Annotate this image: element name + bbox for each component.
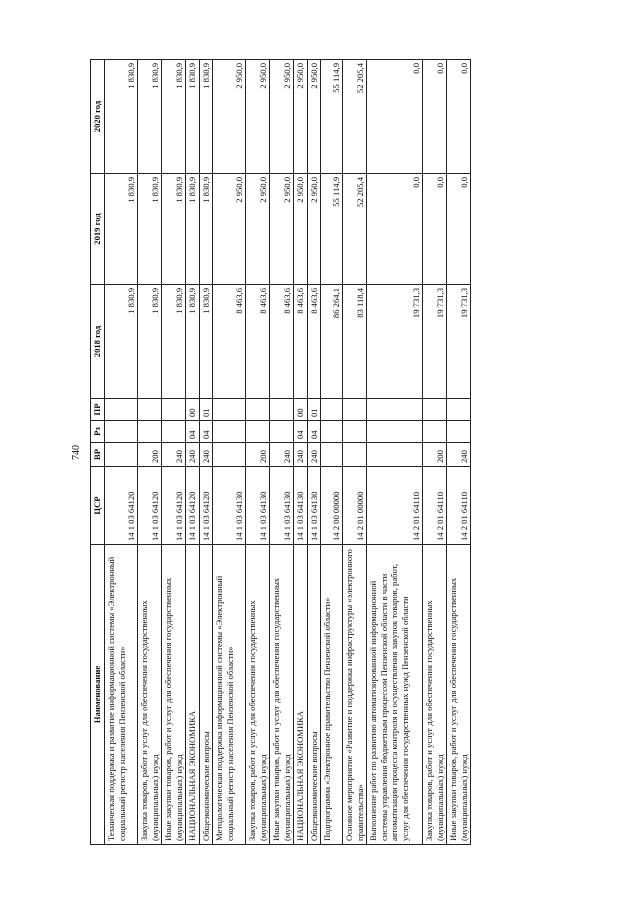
row-name: Закупка товаров, работ и услуг для обеспечения государственных (муниципальных) нужд [138, 545, 162, 845]
row-name: Иные закупки товаров, работ и услуг для обеспечения государственных (муниципальных) нужд [162, 545, 186, 845]
budget-table [90, 59, 471, 845]
row-2020: 1 830,9 [162, 60, 186, 174]
row-csr: 14 2 00 00000 [321, 467, 343, 545]
row-pr [138, 399, 162, 421]
row-name: Техническая поддержка и развитие информационной системы «Электронный социальный регистр населения Пензенской области» [105, 545, 138, 845]
row-2018: 19 731,3 [447, 285, 471, 399]
row-2019: 1 830,9 [199, 174, 213, 285]
row-2019: 55 114,9 [321, 174, 343, 285]
row-2018: 8 463,6 [246, 285, 270, 399]
row-name: Иные закупки товаров, работ и услуг для обеспечения государственных (муниципальных) нужд [270, 545, 294, 845]
row-2019: 1 830,9 [186, 174, 200, 285]
header-vr: ВР [91, 443, 105, 467]
header-pr: ПР [91, 399, 105, 421]
row-2019: 2 950,0 [246, 174, 270, 285]
table-row [343, 60, 367, 845]
table-row [423, 60, 447, 845]
row-vr: 240 [294, 443, 308, 467]
row-2019: 52 205,4 [343, 174, 367, 285]
row-vr [213, 443, 246, 467]
row-pr [367, 399, 423, 421]
row-rz: 04 [307, 421, 321, 443]
row-vr [367, 443, 423, 467]
row-csr: 14 1 03 64120 [105, 467, 138, 545]
row-rz [213, 421, 246, 443]
row-vr: 240 [447, 443, 471, 467]
row-vr [321, 443, 343, 467]
table-row [294, 60, 308, 845]
header-rz: Рз [91, 421, 105, 443]
header-name: Наименование [91, 545, 105, 845]
row-2019: 2 950,0 [307, 174, 321, 285]
row-name: Иные закупки товаров, работ и услуг для обеспечения государственных (муниципальных) нужд [447, 545, 471, 845]
row-csr: 14 1 03 64130 [294, 467, 308, 545]
table-wrapper [90, 60, 560, 845]
row-2019: 1 830,9 [105, 174, 138, 285]
row-2018: 19 731,3 [367, 285, 423, 399]
row-2018: 8 463,6 [294, 285, 308, 399]
table-row [270, 60, 294, 845]
row-csr: 14 2 01 64110 [423, 467, 447, 545]
row-2018: 1 830,9 [105, 285, 138, 399]
row-2019: 1 830,9 [138, 174, 162, 285]
row-name: НАЦИОНАЛЬНАЯ ЭКОНОМИКА [186, 545, 200, 845]
row-pr: 00 [186, 399, 200, 421]
row-rz [447, 421, 471, 443]
row-2020: 0,0 [367, 60, 423, 174]
row-pr: 00 [294, 399, 308, 421]
row-2020: 2 950,0 [294, 60, 308, 174]
row-name: Общеэкономические вопросы [199, 545, 213, 845]
page-number-text: 740 [70, 445, 82, 460]
row-vr: 240 [307, 443, 321, 467]
row-rz [138, 421, 162, 443]
row-pr: 01 [199, 399, 213, 421]
row-2020: 2 950,0 [307, 60, 321, 174]
row-pr [270, 399, 294, 421]
row-2018: 8 463,6 [307, 285, 321, 399]
row-csr: 14 1 03 64130 [307, 467, 321, 545]
row-2020: 1 830,9 [105, 60, 138, 174]
row-rz [423, 421, 447, 443]
row-2020: 2 950,0 [246, 60, 270, 174]
table-row [186, 60, 200, 845]
row-rz [246, 421, 270, 443]
row-2019: 1 830,9 [162, 174, 186, 285]
row-rz: 04 [199, 421, 213, 443]
row-vr: 240 [162, 443, 186, 467]
row-rz [343, 421, 367, 443]
row-2020: 1 830,9 [186, 60, 200, 174]
row-2018: 19 731,3 [423, 285, 447, 399]
row-vr: 240 [199, 443, 213, 467]
row-2020: 0,0 [423, 60, 447, 174]
row-csr: 14 1 03 64120 [138, 467, 162, 545]
row-rz: 04 [186, 421, 200, 443]
row-rz [321, 421, 343, 443]
row-pr [162, 399, 186, 421]
row-name: Методологическая поддержка информационной системы «Электронный социальный регистр населения Пензенской области» [213, 545, 246, 845]
row-csr: 14 1 03 64120 [199, 467, 213, 545]
row-2020: 52 205,4 [343, 60, 367, 174]
row-csr: 14 1 03 64120 [186, 467, 200, 545]
header-2018: 2018 год [91, 285, 105, 399]
row-pr [246, 399, 270, 421]
row-2018: 86 264,1 [321, 285, 343, 399]
row-pr: 01 [307, 399, 321, 421]
header-2020: 2020 год [91, 60, 105, 174]
row-name: Общеэкономические вопросы [307, 545, 321, 845]
table-row [307, 60, 321, 845]
row-pr [423, 399, 447, 421]
row-rz: 04 [294, 421, 308, 443]
row-csr: 14 1 03 64130 [270, 467, 294, 545]
row-pr [447, 399, 471, 421]
row-2019: 2 950,0 [213, 174, 246, 285]
row-2018: 83 118,4 [343, 285, 367, 399]
row-name: Подпрограмма «Электронное правительство Пензенской области» [321, 545, 343, 845]
row-2018: 1 830,9 [199, 285, 213, 399]
row-name: НАЦИОНАЛЬНАЯ ЭКОНОМИКА [294, 545, 308, 845]
row-csr: 14 2 01 00000 [343, 467, 367, 545]
row-vr [105, 443, 138, 467]
row-2018: 1 830,9 [138, 285, 162, 399]
row-pr [321, 399, 343, 421]
page-number [70, 6, 82, 899]
row-2020: 2 950,0 [270, 60, 294, 174]
row-rz [367, 421, 423, 443]
row-name: Выполнение работ по развитию автоматизированной информационной системы управления бюджетным процессом Пензенской области в части автоматизации процесса контроля и осуществления закупок товаров, работ, услуг для обеспечения государственных нужд Пензенской области [367, 545, 423, 845]
table-row [199, 60, 213, 845]
row-2018: 1 830,9 [162, 285, 186, 399]
row-vr: 240 [186, 443, 200, 467]
table-row [321, 60, 343, 845]
row-vr: 200 [246, 443, 270, 467]
row-pr [105, 399, 138, 421]
table-row [105, 60, 138, 845]
row-2020: 2 950,0 [213, 60, 246, 174]
header-csr: ЦСР [91, 467, 105, 545]
row-rz [270, 421, 294, 443]
row-name: Закупка товаров, работ и услуг для обеспечения государственных (муниципальных) нужд [423, 545, 447, 845]
row-2020: 1 830,9 [199, 60, 213, 174]
row-csr: 14 2 01 64110 [447, 467, 471, 545]
table-row [162, 60, 186, 845]
row-csr: 14 1 03 64130 [246, 467, 270, 545]
table-row [447, 60, 471, 845]
row-2018: 8 463,6 [270, 285, 294, 399]
row-csr: 14 2 01 64110 [367, 467, 423, 545]
header-row [91, 60, 105, 845]
table-row [213, 60, 246, 845]
row-2019: 0,0 [423, 174, 447, 285]
row-2020: 55 114,9 [321, 60, 343, 174]
table-row [367, 60, 423, 845]
row-2019: 2 950,0 [270, 174, 294, 285]
table-row [246, 60, 270, 845]
row-2019: 2 950,0 [294, 174, 308, 285]
header-2019: 2019 год [91, 174, 105, 285]
row-vr: 200 [423, 443, 447, 467]
row-vr: 200 [138, 443, 162, 467]
row-2018: 8 463,6 [213, 285, 246, 399]
row-name: Закупка товаров, работ и услуг для обеспечения государственных (муниципальных) нужд [246, 545, 270, 845]
row-2019: 0,0 [367, 174, 423, 285]
row-rz [105, 421, 138, 443]
row-2018: 1 830,9 [186, 285, 200, 399]
row-pr [213, 399, 246, 421]
table-row [138, 60, 162, 845]
row-name: Основное мероприятие «Развитие и поддержка инфраструктуры «электронного правительства» [343, 545, 367, 845]
row-vr: 240 [270, 443, 294, 467]
row-2019: 0,0 [447, 174, 471, 285]
row-2020: 0,0 [447, 60, 471, 174]
row-rz [162, 421, 186, 443]
row-csr: 14 1 03 64130 [213, 467, 246, 545]
row-2020: 1 830,9 [138, 60, 162, 174]
row-vr [343, 443, 367, 467]
row-csr: 14 1 03 64120 [162, 467, 186, 545]
row-pr [343, 399, 367, 421]
